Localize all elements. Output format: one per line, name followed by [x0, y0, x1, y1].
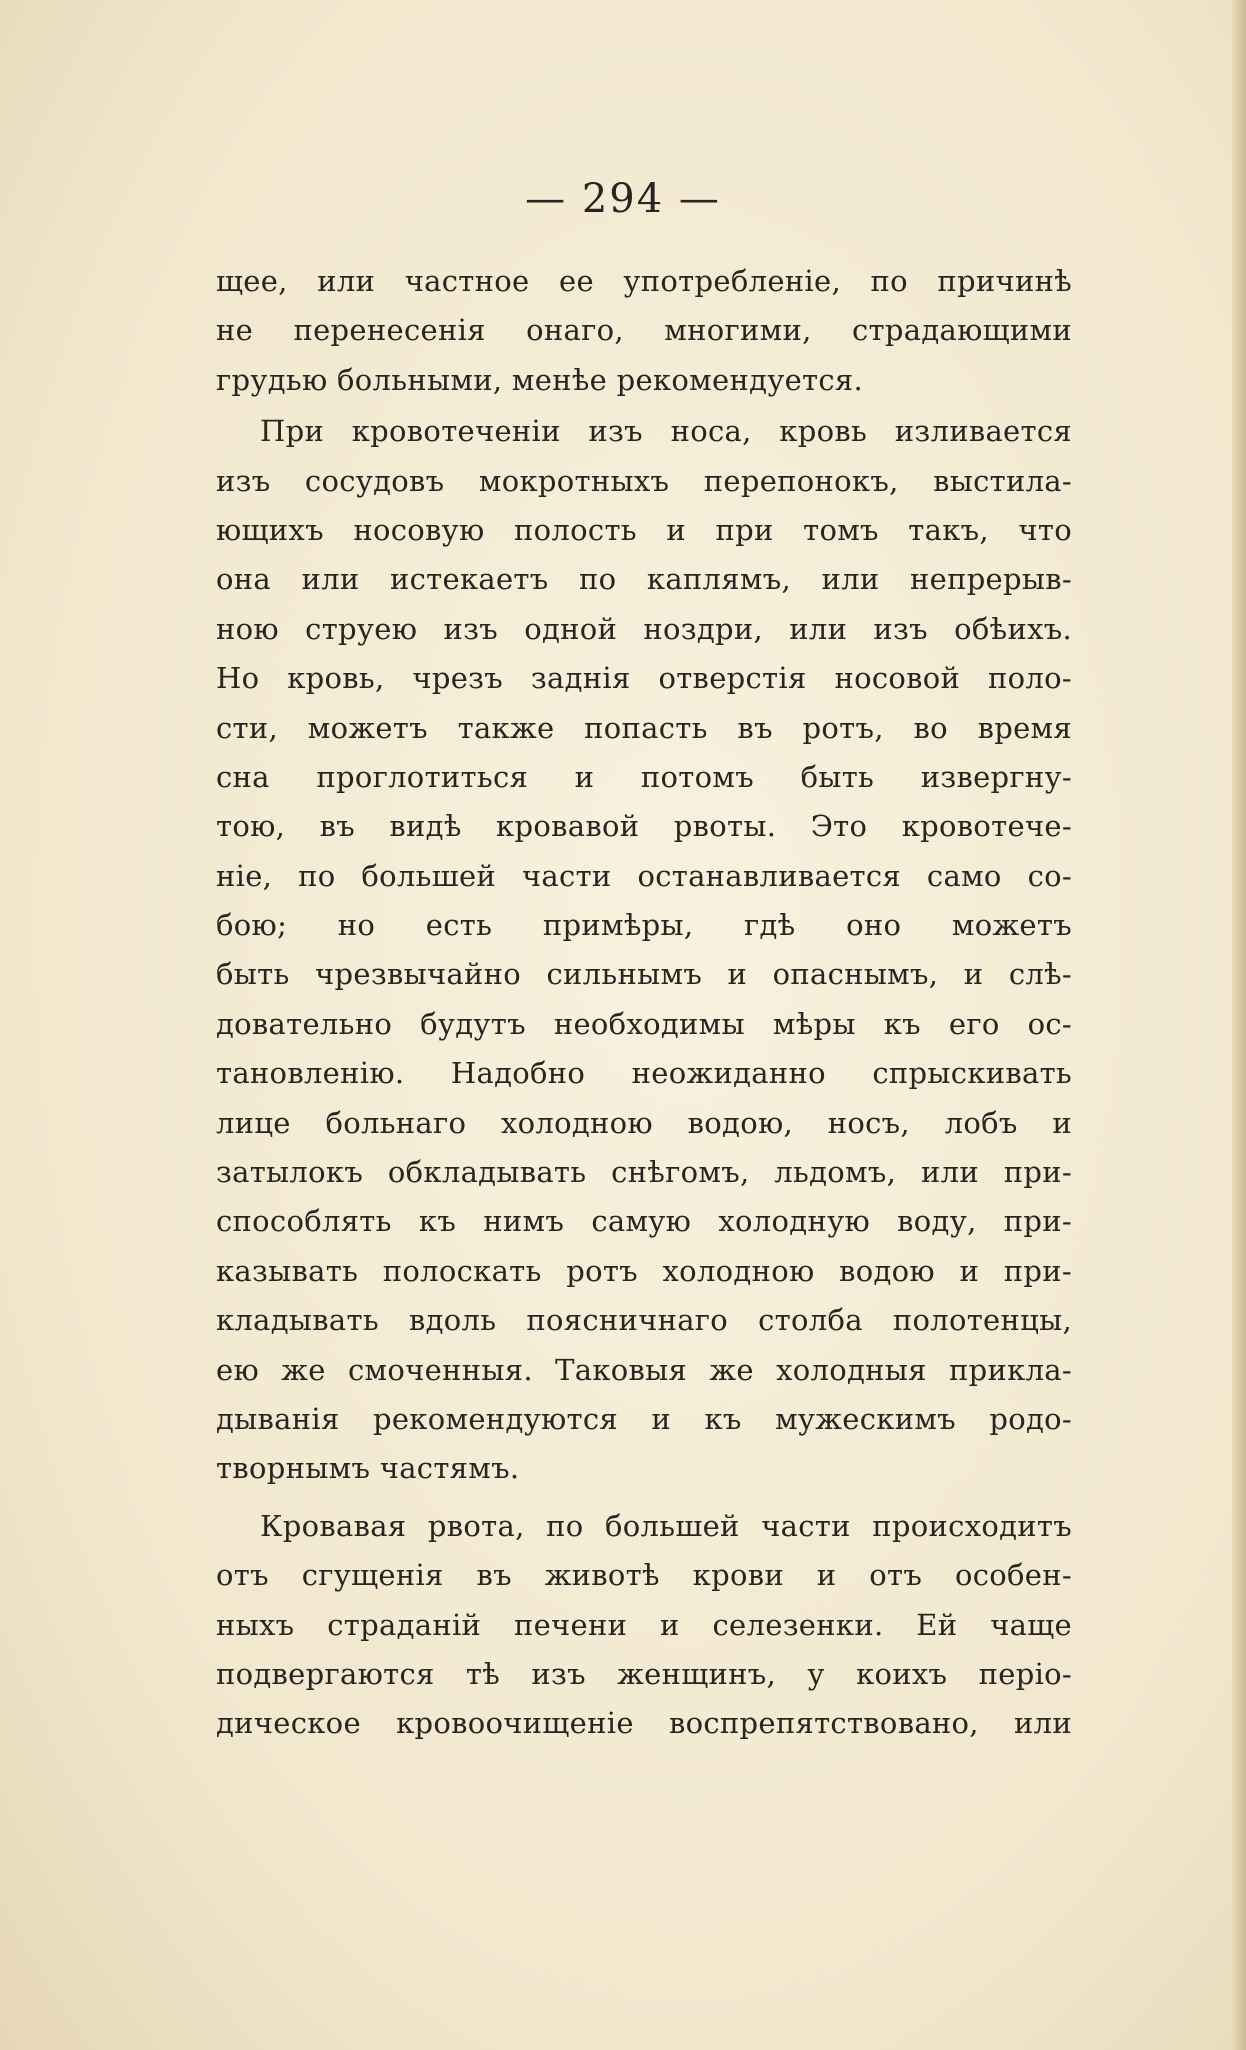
body-text [216, 257, 1072, 1749]
page-number: — 294 — [525, 176, 721, 222]
text-line: бою; но есть примѣры, гдѣ оно можетъ [216, 908, 1072, 943]
text-line: отъ сгущенія въ животѣ крови и отъ особен- [216, 1558, 1072, 1593]
text-line: дическое кровоочищеніе воспрепятствовано, или [216, 1706, 1072, 1741]
paragraph-3 [216, 1502, 1072, 1749]
text-line: ющихъ носовую полость и при томъ такъ, что [216, 512, 1072, 547]
text-line: ею же смоченныя. Таковыя же холодныя прикла- [216, 1352, 1072, 1387]
text-line: сна проглотиться и потомъ быть извергну- [216, 759, 1072, 794]
text-line: тою, въ видѣ кровавой рвоты. Это кровотече- [216, 809, 1072, 844]
text-line: быть чрезвычайно сильнымъ и опаснымъ, и слѣ- [216, 957, 1072, 992]
text-line: Но кровь, чрезъ заднія отверстія носовой поло- [216, 661, 1072, 696]
text-line: щее, или частное ее употребленіе, по причинѣ [216, 264, 1072, 298]
text-line: изъ сосудовъ мокротныхъ перепонокъ, выстила- [216, 463, 1072, 498]
text-line: затылокъ обкладывать снѣгомъ, льдомъ, или при- [216, 1155, 1072, 1190]
text-line: ною струею изъ одной ноздри, или изъ обѣихъ. [216, 611, 1072, 646]
paragraph-gap [216, 1494, 1072, 1502]
text-line: способлять къ нимъ самую холодную воду, при- [216, 1204, 1072, 1239]
text-line: ніе, по большей части останавливается само со- [216, 858, 1072, 893]
text-line: казывать полоскать ротъ холодною водою и при- [216, 1253, 1072, 1288]
text-line: сти, можетъ также попасть въ ротъ, во время [216, 710, 1072, 745]
text-line: довательно будутъ необходимы мѣры къ его ос- [216, 1006, 1072, 1041]
text-line: лице больнаго холодною водою, носъ, лобъ и [216, 1105, 1072, 1140]
text-line: тановленію. Надобно неожиданно спрыскивать [216, 1056, 1072, 1091]
page-edge [1232, 0, 1246, 2050]
text-line: кладывать вдоль поясничнаго столба полотенцы, [216, 1303, 1072, 1338]
paragraph-2 [216, 407, 1072, 1494]
text-line: творнымъ частямъ. [216, 1451, 520, 1486]
text-line: не перенесенія онаго, многими, страдающими [216, 313, 1072, 348]
text-line: ныхъ страданій печени и селезенки. Ей чаще [216, 1607, 1072, 1642]
text-line: дыванія рекомендуются и къ мужескимъ родо- [216, 1401, 1072, 1436]
text-line: она или истекаетъ по каплямъ, или непрерыв- [216, 562, 1072, 597]
text-line: грудью больными, менѣе рекомендуется. [216, 362, 864, 397]
text-line: При кровотеченіи изъ носа, кровь изливается [260, 414, 1072, 449]
text-line: Кровавая рвота, по большей части происходитъ [260, 1508, 1072, 1543]
text-line: подвергаются тѣ изъ женщинъ, у коихъ періо- [216, 1656, 1072, 1691]
paragraph-1 [216, 257, 1072, 405]
